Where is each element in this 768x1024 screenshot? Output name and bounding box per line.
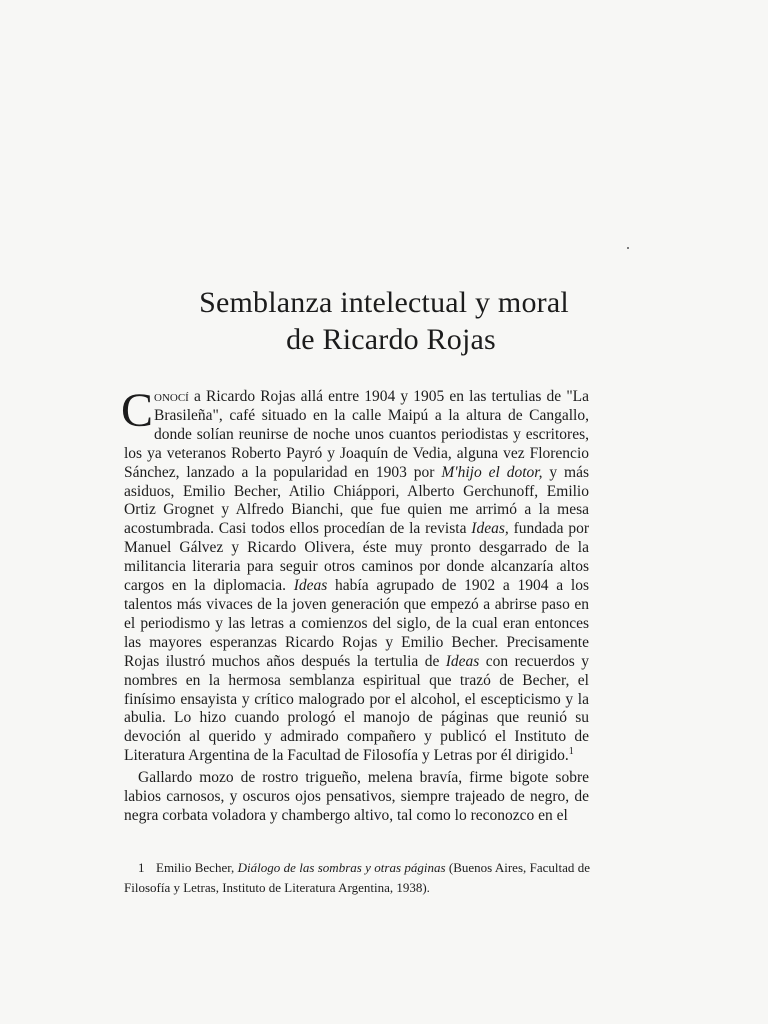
paragraph-1-text-2: y más asiduos, Emilio Becher, Atilio Chiáppori, Alberto Gerchunoff, Emilio Ortiz Grognet y Alfredo Bianchi, que fue quien me arrimó a la mesa acostumbrada. Casi todos ellos procedían de la revista [124, 463, 590, 538]
italic-ideas-2: Ideas [293, 577, 328, 595]
article-body [121, 384, 590, 826]
page-title [0, 284, 768, 358]
italic-title-mhijo: M'hijo el dotor, [441, 463, 543, 481]
title-line-1: Semblanza intelectual y moral [199, 286, 569, 319]
footnote [124, 858, 590, 898]
footnote-book-title: Diálogo de las sombras y otras páginas [237, 860, 446, 875]
title-line-2: de Ricardo Rojas [286, 323, 496, 356]
footnote-reference: 1 [568, 746, 574, 758]
opening-smallcaps: onocí [154, 388, 189, 405]
paragraph-1-text-1: a Ricardo Rojas allá entre 1904 y 1905 en las tertulias de "La Brasileña", café situado en la calle Maipú a la altura de Cangallo, donde solían reunirse de noche unos cuantos periodistas y escritores, los ya veteranos Roberto Payró y Joaquín de Vedia, alguna vez Florencio Sánchez, lanzado a la popularidad en 1903 por [124, 388, 589, 481]
paragraph-1-text-5: con recuerdos y nombres en la hermosa semblanza espiritual que trazó de Becher, el finísimo ensayista y crítico malogrado por el alcohol, el escepticismo y la abulia. Lo hizo cuando prologó el manojo de páginas que reunió su devoción al querido y admirado compañero y publicó el Instituto de Literatura Argentina de la Facultad de Filosofía y Letras por él dirigido. [124, 652, 590, 765]
paragraph-1 [121, 384, 590, 766]
drop-cap: C [121, 384, 154, 437]
footnote-number: 1 [138, 860, 145, 875]
paragraph-2: Gallardo mozo de rostro trigueño, melena bravía, firme bigote sobre labios carnosos, y oscuros ojos pensativos, siempre trajeado de negro, de negra corbata voladora y chambergo altivo, tal como lo reconozco en el [124, 769, 589, 824]
italic-ideas-1: Ideas, [471, 520, 509, 538]
footnote-text-2: (Buenos Aires, Facultad de Filosofía y Letras, Instituto de Literatura Argentina, 1938). [124, 860, 590, 895]
italic-ideas-3: Ideas [445, 652, 480, 670]
paragraph-1-text-4: había agrupado de 1902 a 1904 a los talentos más vivaces de la joven generación que empezó a abrirse paso en el periodismo y las letras a comienzos del siglo, de la cual eran entonces las mayores esperanzas Ricardo Rojas y Emilio Becher. Precisamente Rojas ilustró muchos años después la tertulia de [124, 577, 589, 670]
footnote-text-1: Emilio Becher, [156, 860, 238, 875]
scan-speck [627, 247, 629, 249]
paragraph-1-text-3: fundada por Manuel Gálvez y Ricardo Olivera, éste muy pronto desgarrado de la militancia literaria para seguir otros caminos por donde alcanzaría altos cargos en la diplomacia. [124, 520, 590, 595]
